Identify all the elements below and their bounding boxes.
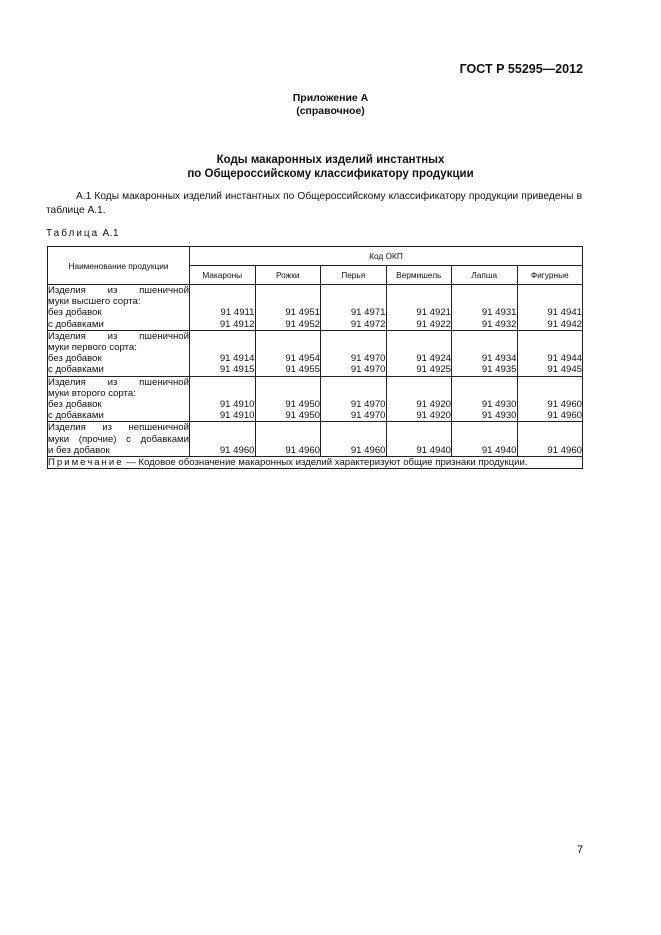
- table-row: [48, 376, 583, 422]
- note-text: — Кодовое обозначение макаронных изделий характеризуют общие признаки продукции.: [126, 457, 528, 469]
- okp-code: 91 4912: [219, 318, 255, 330]
- column-header: Лапша: [452, 266, 518, 285]
- okp-code-cell: [321, 330, 387, 376]
- okp-code: 91 4945: [547, 364, 582, 376]
- table-body: [48, 285, 583, 457]
- okp-code: 91 4970: [350, 353, 386, 365]
- okp-code: 91 4910: [219, 410, 255, 422]
- appendix-type: (справочное): [296, 105, 365, 117]
- product-name-line: с добавками: [48, 318, 104, 330]
- okp-code: 91 4970: [350, 410, 386, 422]
- okp-code: 91 4960: [285, 444, 320, 456]
- okp-code: 91 4960: [547, 444, 582, 456]
- okp-code: 91 4920: [416, 399, 451, 411]
- product-name-cell: [48, 285, 190, 331]
- okp-code: 91 4914: [219, 353, 255, 365]
- okp-code-cell: [255, 422, 321, 457]
- okp-code: 91 4924: [416, 353, 451, 365]
- okp-code-cell: [255, 330, 321, 376]
- okp-code: 91 4930: [481, 399, 517, 411]
- okp-code-cell: [386, 422, 452, 457]
- okp-code: 91 4970: [350, 364, 386, 376]
- okp-codes-table: [47, 246, 583, 469]
- okp-code-header: Код ОКП: [190, 247, 583, 266]
- column-header: Вермишель: [386, 266, 452, 285]
- note-label: Примечание: [48, 457, 124, 469]
- okp-code: 91 4970: [350, 399, 386, 411]
- okp-code: 91 4930: [481, 410, 517, 422]
- intro-paragraph: А.1 Коды макаронных изделий инстантных по Общероссийскому классификатору продукции приведены в таблице А.1.: [46, 191, 582, 216]
- product-name-line: с добавками: [48, 364, 104, 376]
- section-title-line-1: Коды макаронных изделий инстантных: [216, 154, 445, 166]
- section-title-line-2: по Общероссийскому классификатору продукции: [187, 168, 474, 180]
- product-name-line: Изделия из пшеничной: [48, 285, 189, 296]
- okp-code-cell: [452, 330, 518, 376]
- okp-code: 91 4952: [285, 318, 320, 330]
- product-name-header: Наименование продукции: [48, 247, 190, 285]
- okp-code-cell: [517, 330, 583, 376]
- okp-code-cell: [190, 285, 256, 331]
- okp-code: 91 4940: [481, 444, 517, 456]
- okp-code: 91 4950: [285, 399, 320, 411]
- okp-code: 91 4931: [481, 307, 517, 319]
- okp-code: 91 4910: [219, 399, 255, 411]
- column-header: Макароны: [190, 266, 256, 285]
- okp-code-cell: [321, 285, 387, 331]
- okp-code-cell: [517, 285, 583, 331]
- okp-code-cell: [190, 330, 256, 376]
- product-name-cell: [48, 330, 190, 376]
- column-header: Перья: [321, 266, 387, 285]
- table-row: [48, 285, 583, 331]
- appendix-heading: [0, 92, 661, 118]
- product-name-line: Изделия из пшеничной: [48, 376, 189, 388]
- table-caption-id: А.1: [102, 228, 120, 239]
- product-name-line: с добавками: [48, 410, 104, 422]
- table-note: [48, 457, 583, 469]
- okp-code: 91 4944: [547, 353, 582, 365]
- okp-code: 91 4942: [547, 318, 582, 330]
- okp-code-cell: [386, 285, 452, 331]
- okp-code: 91 4940: [416, 444, 451, 456]
- okp-code: 91 4932: [481, 318, 517, 330]
- okp-code-cell: [321, 376, 387, 422]
- okp-code: 91 4925: [416, 364, 451, 376]
- okp-code-cell: [386, 376, 452, 422]
- okp-code: 91 4951: [285, 307, 320, 319]
- okp-code-cell: [517, 422, 583, 457]
- appendix-title: Приложение А: [292, 92, 369, 104]
- column-header: Фигурные: [517, 266, 583, 285]
- okp-code: 91 4954: [285, 353, 320, 365]
- table-caption: [46, 228, 119, 239]
- okp-code: 91 4972: [350, 318, 386, 330]
- product-name-line: без добавок: [48, 353, 102, 365]
- okp-code: 91 4960: [547, 410, 582, 422]
- okp-code: 91 4960: [547, 399, 582, 411]
- okp-code-cell: [190, 422, 256, 457]
- product-name-line: муки высшего сорта:: [48, 296, 141, 308]
- okp-code-cell: [255, 376, 321, 422]
- okp-code: 91 4935: [481, 364, 517, 376]
- okp-code-cell: [386, 330, 452, 376]
- okp-code: 91 4960: [219, 444, 255, 456]
- product-name-line: без добавок: [48, 399, 102, 411]
- okp-code: 91 4922: [416, 318, 451, 330]
- okp-code-cell: [452, 285, 518, 331]
- okp-code: 91 4971: [350, 307, 386, 319]
- table-row: [48, 422, 583, 457]
- okp-code: 91 4920: [416, 410, 451, 422]
- product-name-line: Изделия из непшеничной: [48, 422, 189, 434]
- standard-number: ГОСТ Р 55295—2012: [459, 62, 583, 76]
- product-name-line: муки (прочие) с добавками: [48, 433, 189, 445]
- okp-code: 91 4955: [285, 364, 320, 376]
- product-name-cell: [48, 376, 190, 422]
- okp-code: 91 4941: [547, 307, 582, 319]
- okp-code-cell: [190, 376, 256, 422]
- table-caption-word: Таблица: [46, 228, 100, 239]
- okp-code-cell: [452, 422, 518, 457]
- table-row: [48, 330, 583, 376]
- product-name-line: Изделия из пшеничной: [48, 330, 189, 342]
- product-name-line: муки второго сорта:: [48, 387, 136, 399]
- column-header: Рожки: [255, 266, 321, 285]
- okp-code: 91 4950: [285, 410, 320, 422]
- okp-code: 91 4911: [220, 307, 255, 319]
- section-title: [0, 153, 661, 181]
- product-name-cell: [48, 422, 190, 457]
- okp-code-cell: [321, 422, 387, 457]
- okp-code: 91 4915: [219, 364, 255, 376]
- page-number: 7: [577, 844, 584, 856]
- okp-code: 91 4921: [416, 307, 451, 319]
- okp-code: 91 4934: [481, 353, 517, 365]
- product-name-line: муки первого сорта:: [48, 342, 137, 354]
- okp-code: 91 4960: [350, 444, 386, 456]
- okp-code-cell: [452, 376, 518, 422]
- product-name-line: и без добавок: [48, 444, 110, 456]
- okp-code-cell: [255, 285, 321, 331]
- okp-code-cell: [517, 376, 583, 422]
- product-name-line: без добавок: [48, 307, 102, 319]
